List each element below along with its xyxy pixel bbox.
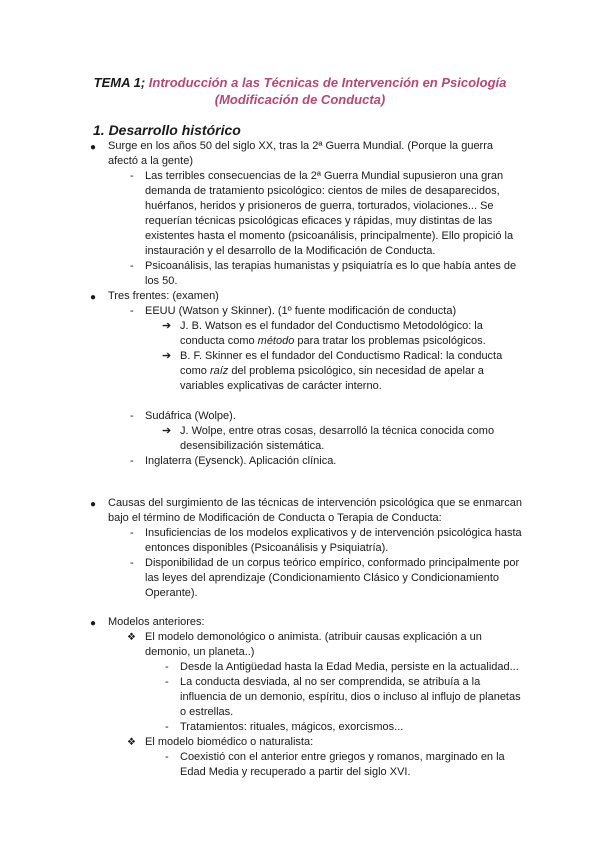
text-span: para tratar los problemas psicológicos.	[294, 335, 486, 347]
text-line: Edad Media y recuperado a partir del siglo XVI.	[180, 766, 411, 778]
bullet-icon: ●	[90, 499, 97, 510]
text-line: instauración y el desarrollo de la Modificación de Conducta.	[145, 245, 436, 257]
text-span: del problema psicológico, sin necesidad de apelar a	[228, 365, 484, 377]
dash-icon: -	[130, 455, 134, 467]
text-line: Tratamientos: rituales, mágicos, exorcismos...	[180, 721, 404, 733]
text-line: entonces disponibles (Psicoanálisis y Psiquiatría).	[145, 542, 389, 554]
text-line: Tres frentes: (examen)	[108, 290, 219, 302]
text-line: influencia de un demonio, espíritu, dios o incluso al influjo de planetas	[180, 691, 521, 703]
dash-icon: -	[130, 305, 134, 317]
text-line: Operante).	[145, 587, 198, 599]
arrow-icon: ➔	[162, 320, 172, 332]
text-span: conducta como	[180, 335, 258, 347]
text-line: Coexistió con el anterior entre griegos y romanos, marginado en la	[180, 751, 505, 763]
dash-icon: -	[130, 170, 134, 182]
text-line: huérfanos, heridos y prisioneros de guerra, torturados, violaciones... Se	[145, 200, 494, 212]
text-line: los 50.	[145, 275, 178, 287]
text-line: B. F. Skinner es el fundador del Conductismo Radical: la conducta	[180, 350, 503, 362]
bullet-icon: ●	[90, 142, 97, 153]
text-line: Insuficiencias de los modelos explicativos y de intervención psicológica hasta	[145, 527, 522, 539]
dash-icon: -	[130, 557, 134, 569]
text-line: Sudáfrica (Wolpe).	[145, 410, 236, 422]
text-line: requerían técnicas psicológicas eficaces y rápidas, muy distintas de las	[145, 215, 493, 227]
text-line: El modelo demonológico o animista. (atribuir causas explicación a un	[145, 631, 482, 643]
text-line: Causas del surgimiento de las técnicas de intervención psicológica que se enmarcan	[108, 497, 522, 509]
text-line: EEUU (Watson y Skinner). (1º fuente modificación de conducta)	[145, 305, 457, 317]
title-prefix: TEMA 1;	[93, 75, 146, 90]
text-line: o estrellas.	[180, 706, 234, 718]
text-line: las leyes del aprendizaje (Condicionamiento Clásico y Condicionamiento	[145, 572, 500, 584]
text-span: como	[180, 365, 210, 377]
diamond-bullet-icon: ❖	[127, 632, 136, 643]
text-line: demanda de tratamiento psicológico: cientos de miles de desaparecidos,	[145, 185, 500, 197]
text-line: J. B. Watson es el fundador del Conductismo Metodológico: la	[180, 320, 483, 332]
text-line: afectó a la gente)	[108, 155, 194, 167]
text-line: Psicoanálisis, las terapias humanistas y psiquiatría es lo que había antes de	[145, 260, 517, 272]
bullet-icon: ●	[90, 618, 97, 629]
text-line: Las terribles consecuencias de la 2ª Guerra Mundial supusieron una gran	[145, 170, 504, 182]
text-line: Surge en los años 50 del siglo XX, tras la 2ª Guerra Mundial. (Porque la guerra	[108, 140, 494, 152]
title-main: Introducción a las Técnicas de Intervención en Psicología	[145, 75, 507, 90]
text-line	[180, 334, 486, 349]
text-line: Desde la Antigüedad hasta la Edad Media, persiste en la actualidad...	[180, 661, 519, 673]
section-heading: 1. Desarrollo histórico	[93, 122, 241, 138]
text-line: J. Wolpe, entre otras cosas, desarrolló la técnica conocida como	[180, 425, 495, 437]
dash-icon: -	[165, 721, 169, 733]
dash-icon: -	[165, 751, 169, 763]
italic-term: raíz	[209, 365, 229, 377]
dash-icon: -	[165, 661, 169, 673]
dash-icon: -	[130, 410, 134, 422]
text-line: bajo el término de Modificación de Conducta o Terapia de Conducta:	[108, 512, 442, 524]
dash-icon: -	[165, 676, 169, 688]
text-line: demonio, un planeta..)	[145, 646, 255, 658]
text-line: Inglaterra (Eysenck). Aplicación clínica.	[145, 455, 337, 467]
bullet-icon: ●	[90, 292, 97, 303]
text-line: La conducta desviada, al no ser comprendida, se atribuía a la	[180, 676, 481, 688]
italic-term: método	[257, 335, 295, 347]
text-line: variables explicativas de carácter interno.	[180, 380, 382, 392]
text-line: El modelo biomédico o naturalista:	[145, 736, 314, 748]
text-line: Disponibilidad de un corpus teórico empírico, conformado principalmente por	[145, 557, 520, 569]
text-line	[180, 364, 484, 379]
arrow-icon: ➔	[162, 350, 172, 362]
text-line: existentes hasta el momento (psicoanálisis, principalmente). Ello propició la	[145, 230, 514, 242]
document-title-line2: (Modificación de Conducta)	[214, 92, 386, 107]
dash-icon: -	[130, 527, 134, 539]
arrow-icon: ➔	[162, 425, 172, 437]
text-line: desensibilización sistemática.	[180, 440, 325, 452]
dash-icon: -	[130, 260, 134, 272]
text-line: Modelos anteriores:	[108, 616, 205, 628]
document-title-line1	[0, 74, 600, 91]
diamond-bullet-icon: ❖	[127, 737, 136, 748]
